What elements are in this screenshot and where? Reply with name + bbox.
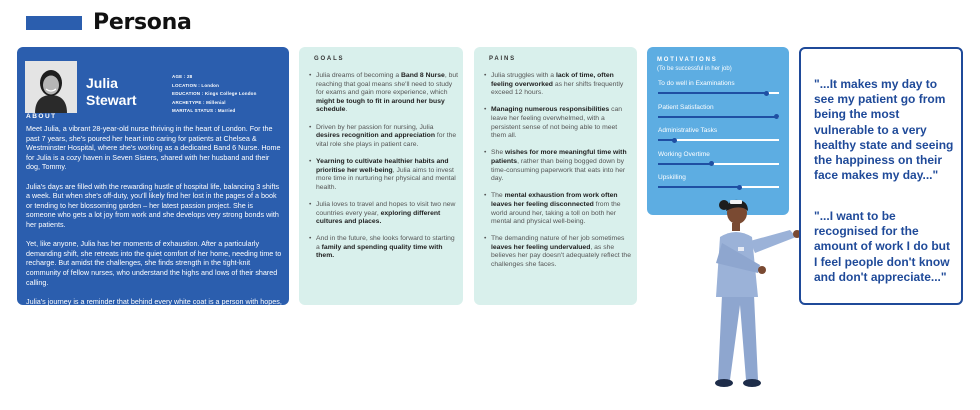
motivation-row — [658, 104, 779, 118]
motivation-track — [658, 163, 779, 165]
about-text — [26, 124, 284, 325]
motivation-handle — [774, 114, 779, 119]
persona-name — [86, 75, 137, 109]
pains-item — [484, 72, 634, 98]
goals-text: exploring different cultures and places. — [316, 209, 441, 226]
motivation-row — [658, 151, 779, 165]
fact-value: London — [201, 82, 220, 88]
motivations-card — [647, 47, 789, 215]
pains-card — [474, 47, 637, 305]
quote-1: "...It makes my day to see my patient go from being the most vulnerable to a very healthy state and seeing the happiness on their face makes my day..." — [814, 77, 954, 183]
fact-value: Kings College London — [204, 91, 257, 97]
motivation-track — [658, 92, 779, 94]
goals-text: , but reaching that goal means she'll need to study for exams and gain more experience, which — [316, 72, 459, 97]
goals-item — [309, 201, 459, 227]
goals-text: might be tough to fit in around her busy schedule — [316, 97, 445, 114]
goals-item — [309, 235, 459, 261]
fact-key: ARCHETYPE : — [172, 99, 207, 105]
pains-item — [484, 106, 634, 140]
motivations-subheading: (To be successful in her job) — [657, 66, 732, 72]
quote-card — [799, 47, 963, 305]
about-paragraph: Yet, like anyone, Julia has her moments of exhaustion. After a particularly demanding shift, she retreats into the quiet comfort of her home, needing time to recharge. But amidst the challenges, she finds strength in the tight-knit community of fellow nurses, who understand the highs and lows of their shared calling. — [26, 239, 282, 287]
pains-text: from the world around her, taking a toll on both her mental and physical well-being. — [491, 200, 621, 226]
goals-text: desires recognition and appreciation — [316, 132, 435, 140]
goals-card — [299, 47, 463, 305]
motivation-fill — [658, 92, 767, 94]
fact-key: LOCATION : — [172, 82, 202, 88]
about-paragraph: Julia's days are filled with the rewarding hustle of hospital life, balancing 3 shifts a week. But when she's off-duty, you'll likely find her lost in the pages of a book or tending to her blossoming garden – her latest passion project. She is someone who gets a lot joy from work and she develops very strong bonds with her patients. — [26, 181, 280, 229]
motivation-label: Administrative Tasks — [658, 127, 718, 134]
motivation-fill — [658, 163, 711, 165]
motivation-handle — [672, 138, 677, 143]
pains-text: , rather than being bogged down by time-consuming paperwork that eats into her day. — [491, 157, 626, 183]
goals-text: Band 8 Nurse — [401, 72, 445, 79]
goals-heading: GOALS — [314, 56, 345, 62]
pains-text: as her shifts frequently exceed 12 hours. — [491, 80, 624, 97]
motivation-row — [658, 80, 779, 94]
pains-text: can leave her feeling overwhelmed, with a persistent sense of not being able to meet them all. — [491, 106, 623, 140]
about-heading: ABOUT — [26, 113, 57, 120]
motivation-row — [658, 174, 779, 188]
nurse-illustration — [700, 195, 805, 395]
avatar-photo — [25, 61, 77, 113]
motivation-label: Patient Satisfaction — [658, 103, 714, 111]
profile-card — [17, 47, 289, 316]
goals-text: Julia loves to travel and hopes to visit two new countries every year, — [316, 200, 456, 217]
motivation-handle — [764, 91, 769, 96]
quote-2: "...I want to be recognised for the amount of work I do but I feel people don't know and don't appreciate..." — [814, 209, 950, 284]
goals-text: Yearning to cultivate healthier habits and prioritise her well-being — [316, 157, 449, 174]
motivation-row — [658, 127, 779, 141]
motivation-fill — [658, 186, 739, 188]
motivation-label: Working Overtime — [658, 150, 710, 158]
pains-text: She — [491, 149, 505, 157]
fact-key: MARITAL STATUS : — [172, 108, 218, 114]
pains-text: , as she believes her pay doesn't adequately reflect the challenges she faces. — [491, 243, 631, 269]
pains-text: The — [491, 192, 505, 200]
motivation-track — [658, 139, 779, 141]
goals-item — [309, 72, 459, 115]
pains-item — [484, 192, 634, 226]
pains-text: leaves her feeling undervalued — [491, 243, 591, 251]
goals-item — [309, 158, 459, 192]
page-title: Persona — [93, 10, 192, 35]
fact-row — [172, 73, 257, 82]
fact-row — [172, 82, 257, 91]
fact-value: 28 — [186, 74, 193, 79]
motivation-label: Upskilling — [658, 174, 686, 181]
persona-last-name: Stewart — [86, 92, 137, 108]
motivation-fill — [658, 116, 777, 118]
pains-text: wishes for more meaningful time with patients — [491, 149, 627, 165]
fact-value: Married — [217, 108, 236, 114]
fact-row — [172, 107, 257, 116]
about-paragraph: Meet Julia, a vibrant 28-year-old nurse thriving in the heart of London. For the past 7 years, she's poured her heart into caring for patients at Chelsea & Westminster Hospital, where she's working as a dedicated Band 6 Nurse. Home for Julia is a cozy haven in Seven Sisters, shared with her husband and their dog, Tommy. — [26, 124, 281, 172]
pains-text: Managing numerous responsibilities — [491, 106, 610, 114]
motivation-handle — [709, 161, 714, 166]
avatar — [25, 61, 77, 113]
goals-text: , Julia aims to invest more time in nurturing her physical and mental health. — [316, 166, 456, 191]
fact-key: AGE : — [172, 74, 187, 79]
pains-text: lack of time, often feeling overworked — [491, 72, 614, 88]
pains-text: mental exhaustion from work often leaves her feeling disconnected — [491, 192, 618, 208]
fact-row — [172, 99, 257, 108]
about-paragraph: Julia's journey is a reminder that behind every white coat is a person with hopes, dreams, and the resilience to weather life's storms – and she's no exception. — [26, 296, 282, 316]
goals-text: for the vital role she plays in patient care. — [316, 132, 457, 148]
pains-text: Julia struggles with a — [491, 72, 556, 79]
motivation-track — [658, 186, 779, 188]
goals-text: family and spending quality time with them. — [316, 243, 443, 260]
pains-item — [484, 235, 634, 269]
pains-text: The demanding nature of her job sometimes — [491, 235, 625, 243]
title-accent-bar — [26, 16, 82, 30]
persona-facts — [172, 73, 257, 116]
pains-list — [484, 72, 634, 278]
motivations-heading: MOTIVATIONS — [657, 57, 718, 63]
goals-text: Julia dreams of becoming a — [316, 72, 402, 79]
pains-heading: PAINS — [489, 56, 516, 62]
goals-text: And in the future, she looks forward to starting a — [316, 235, 455, 251]
goals-list — [309, 72, 459, 270]
motivation-handle — [737, 185, 742, 190]
fact-key: EDUCATION : — [172, 91, 205, 97]
goals-item — [309, 124, 459, 150]
pains-item — [484, 149, 634, 183]
fact-value: Millenial — [206, 99, 226, 105]
motivation-track — [658, 116, 779, 118]
goals-text: . — [345, 106, 348, 114]
goals-text: Driven by her passion for nursing, Julia — [316, 123, 434, 131]
fact-row — [172, 90, 257, 99]
persona-first-name: Julia — [86, 75, 118, 91]
motivation-label: To do well in Examinations — [658, 80, 735, 87]
